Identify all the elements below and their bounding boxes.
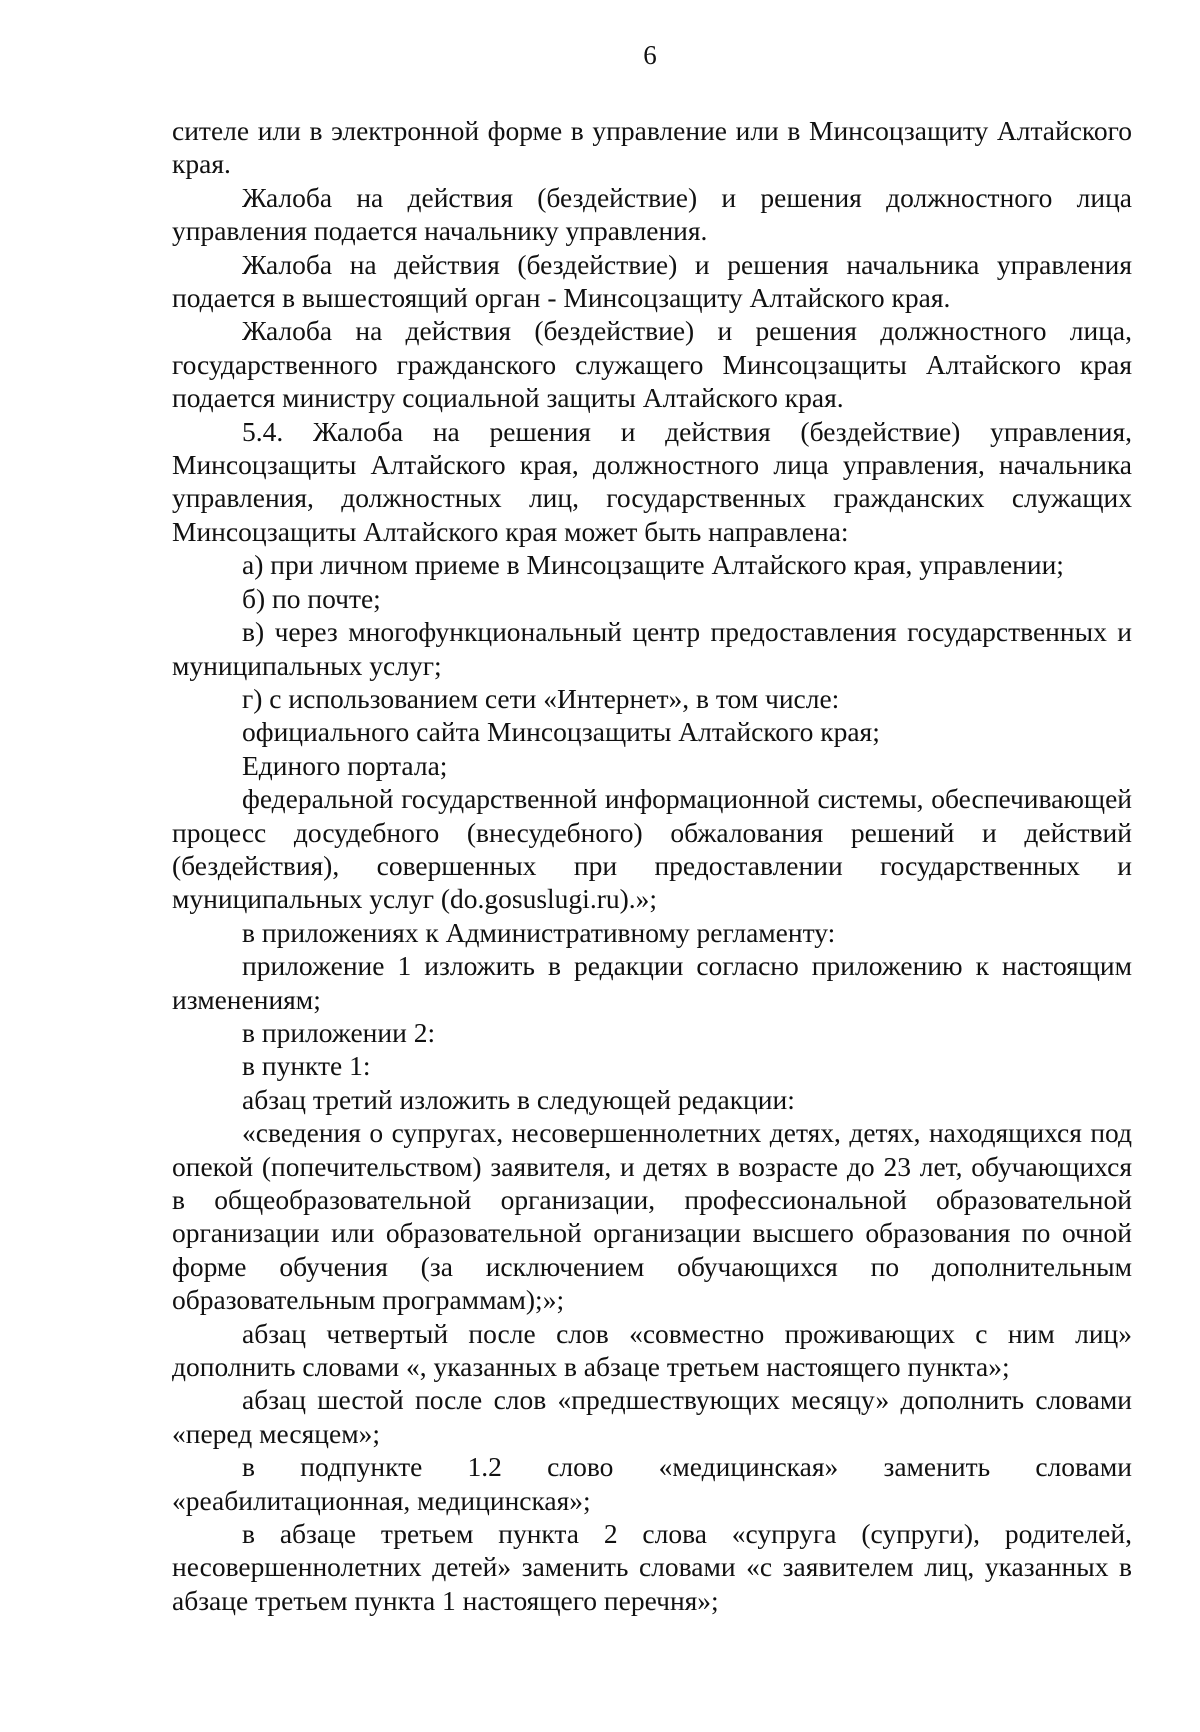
list-item-v: в) через многофункциональный центр предоставления государственных и муниципальных услуг; [172, 616, 1132, 681]
paragraph: абзац шестой после слов «предшествующих месяцу» дополнить словами «перед месяцем»; [172, 1384, 1132, 1449]
paragraph: в приложении 2: [242, 1016, 436, 1048]
list-subitem: официального сайта Минсоцзащиты Алтайского края; [242, 716, 880, 748]
paragraph: в пункте 1: [242, 1050, 371, 1082]
paragraph: в абзаце третьем пункта 2 слова «супруга (супруги), родителей, несовершеннолетних детей» заменить словами «с заявителем лиц, указанных в абзаце третьем пункта 1 настоящего перечня»; [172, 1518, 1132, 1616]
paragraph: Жалоба на действия (бездействие) и решения должностного лица, государственного гражданского служащего Минсоцзащиты Алтайского края подается министру социальной защиты Алтайского края. [172, 315, 1132, 414]
paragraph: абзац четвертый после слов «совместно проживающих с ним лиц» дополнить словами «, указанных в абзаце третьем настоящего пункта»; [172, 1317, 1132, 1383]
quoted-paragraph: «сведения о супругах, несовершеннолетних детях, детях, находящихся под опекой (попечительством) заявителя, и детях в возрасте до 23 лет, обучающихся в общеобразовательной организации, профессиональной образовательной организации или образовательной организации высшего образования по очной форме обучения (за исключением обучающихся по дополнительным образовательным программам);»; [172, 1117, 1132, 1316]
paragraph: абзац третий изложить в следующей редакции: [242, 1083, 795, 1115]
list-subitem: федеральной государственной информационной системы, обеспечивающей процесс досудебного (внесудебного) обжалования решений и действий (бездействия), совершенных при предоставлении государственных и муниципальных услуг (do.gosuslugi.ru).»; [172, 783, 1132, 915]
page-number: 6 [643, 40, 657, 70]
list-item-a: а) при личном приеме в Минсоцзащите Алтайского края, управлении; [242, 549, 1064, 581]
paragraph: в приложениях к Административному регламенту: [242, 916, 836, 948]
paragraph: Жалоба на действия (бездействие) и решения начальника управления подается в вышестоящий орган - Минсоцзащиту Алтайского края. [172, 248, 1132, 314]
list-subitem: Единого портала; [242, 749, 448, 781]
paragraph-continuation: сителе или в электронной форме в управление или в Минсоцзащиту Алтайского края. [172, 115, 1132, 180]
paragraph: Жалоба на действия (бездействие) и решения должностного лица управления подается начальнику управления. [172, 181, 1132, 247]
document-body [172, 114, 1132, 1617]
paragraph: в подпункте 1.2 слово «медицинская» заменить словами «реабилитационная, медицинская»; [172, 1451, 1132, 1516]
list-item-b: б) по почте; [242, 582, 381, 614]
paragraph: приложение 1 изложить в редакции согласно приложению к настоящим изменениям; [172, 950, 1132, 1015]
list-item-g: г) с использованием сети «Интернет», в том числе: [242, 682, 840, 714]
paragraph-clause-5-4: 5.4. Жалоба на решения и действия (бездействие) управления, Минсоцзащиты Алтайского края, должностного лица управления, начальника управления, должностных лиц, государственных гражданских служащих Минсоцзащиты Алтайского края может быть направлена: [172, 415, 1132, 547]
